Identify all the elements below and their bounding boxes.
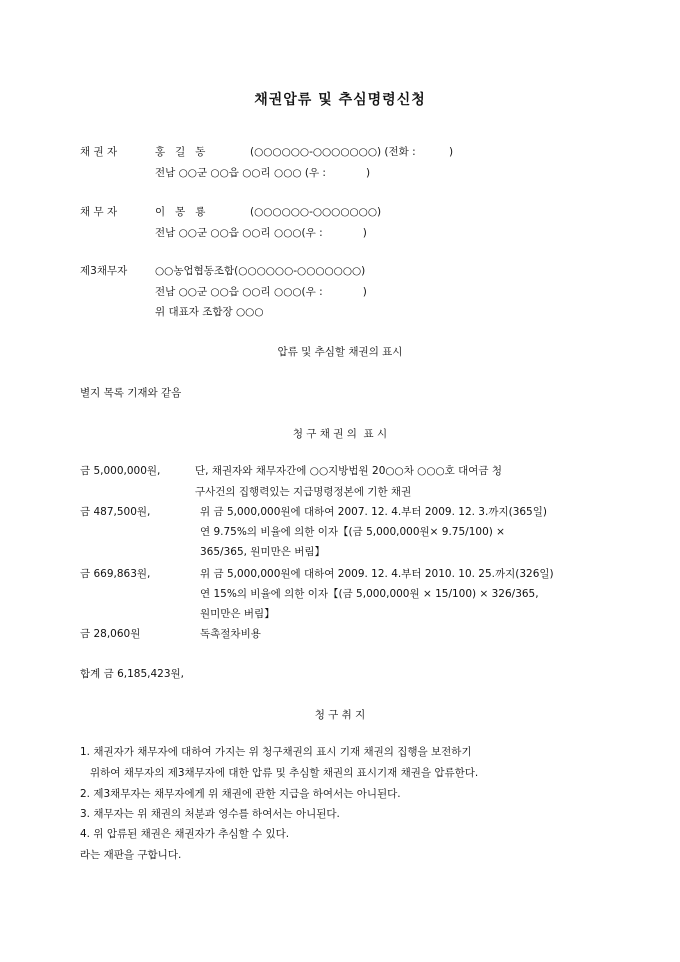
document-title: 채권압류 및 추심명령신청 (254, 92, 426, 108)
claim-detail-line: 연 15%의 비율에 의한 이자【(금 5,000,000원 × 15/100) × 326/365, (200, 588, 539, 600)
purpose-item: 2. 제3채무자는 채무자에게 위 채권에 관한 지급을 하여서는 아니된다. (80, 788, 401, 800)
claim-total: 합계 금 6,185,423원, (80, 668, 185, 680)
claim-detail-line: 365/365, 원미만은 버림】 (200, 546, 325, 558)
debtor-label: 채 무 자 (80, 206, 118, 218)
claim-amount: 금 487,500원, (80, 506, 151, 518)
third-debtor-label: 제3채무자 (80, 265, 128, 277)
claim-detail-line: 단, 채권자와 채무자간에 ○○지방법원 20○○차 ○○○호 대여금 청 (195, 465, 503, 477)
debtor-address: 전남 ○○군 ○○읍 ○○리 ○○○(우 : ) (155, 227, 367, 239)
debtor-name: 이 몽 룡 (155, 206, 206, 218)
creditor-address: 전남 ○○군 ○○읍 ○○리 ○○○ (우 : ) (155, 167, 371, 179)
claim-amount: 금 5,000,000원, (80, 465, 161, 477)
claim-indication-heading: 청 구 채 권 의 표 시 (292, 428, 388, 440)
purpose-closing: 라는 재판을 구합니다. (80, 849, 182, 861)
debtor-id: (○○○○○○-○○○○○○○) (250, 206, 382, 218)
creditor-name: 홍 길 동 (155, 146, 206, 158)
seized-claim-text: 별지 목록 기재와 같음 (80, 387, 182, 399)
third-debtor-representative: 위 대표자 조합장 ○○○ (155, 306, 264, 318)
claim-detail-line: 연 9.75%의 비율에 의한 이자【(금 5,000,000원× 9.75/100) × (200, 526, 505, 538)
claim-amount: 금 28,060원 (80, 628, 141, 640)
third-debtor-name-id: ○○농업협동조합(○○○○○○-○○○○○○○) (155, 265, 366, 277)
claim-detail-line: 원미만은 버림】 (200, 608, 275, 620)
creditor-id-phone: (○○○○○○-○○○○○○○) (전화 : ) (250, 146, 454, 158)
claim-detail-line: 구사건의 집행력있는 지급명령정본에 기한 채권 (195, 486, 412, 498)
purpose-item: 위하여 채무자의 제3채무자에 대한 압류 및 추심할 채권의 표시기재 채권을 압류한다. (80, 767, 479, 779)
purpose-heading: 청 구 취 지 (314, 709, 366, 721)
creditor-label: 채 권 자 (80, 146, 118, 158)
seized-claim-heading: 압류 및 추심할 채권의 표시 (277, 346, 403, 358)
purpose-item: 1. 채권자가 채무자에 대하여 가지는 위 청구채권의 표시 기재 채권의 집행을 보전하기 (80, 746, 472, 758)
claim-detail-line: 위 금 5,000,000원에 대하여 2009. 12. 4.부터 2010. 10. 25.까지(326일) (200, 568, 554, 580)
purpose-item: 4. 위 압류된 채권은 채권자가 추심할 수 있다. (80, 828, 290, 840)
third-debtor-address: 전남 ○○군 ○○읍 ○○리 ○○○(우 : ) (155, 286, 367, 298)
claim-amount: 금 669,863원, (80, 568, 151, 580)
claim-detail-line: 위 금 5,000,000원에 대하여 2007. 12. 4.부터 2009. 12. 3.까지(365일) (200, 506, 547, 518)
claim-detail-line: 독촉절차비용 (200, 628, 261, 640)
purpose-item: 3. 채무자는 위 채권의 처분과 영수를 하여서는 아니된다. (80, 808, 340, 820)
